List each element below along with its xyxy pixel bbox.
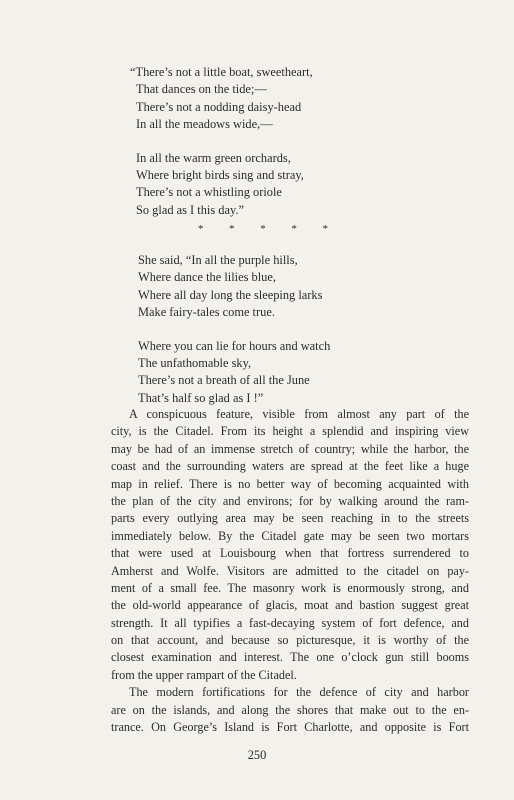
section-separator: [198, 223, 328, 235]
prose-line: coast and the surrounding waters are spread at the feet like a huge: [111, 459, 469, 474]
poem-line: There’s not a nodding daisy-head: [136, 99, 302, 114]
poem-line: There’s not a whistling oriole: [136, 185, 282, 200]
prose-line: city, is the Citadel. From its height a splendid and inspiring view: [111, 424, 469, 439]
prose-line: ment of a small fee. The masonry work is enormously strong, and: [111, 580, 469, 595]
poem-line: She said, “In all the purple hills,: [138, 253, 298, 267]
separator-asterisk: *: [198, 223, 204, 235]
prose-line: parts every outlying area may be seen reaching in to the streets: [111, 511, 469, 526]
prose-line: are on the islands, and along the shores that make out to the en-: [111, 702, 469, 717]
poem-line: Make fairy-tales come true.: [138, 305, 275, 320]
separator-asterisk: *: [229, 223, 235, 235]
poem-line: So glad as I this day.”: [136, 202, 244, 217]
poem-line: Where bright birds sing and stray,: [136, 168, 304, 183]
prose-line: that were used at Louisbourg when that fortress surrendered to: [111, 546, 469, 561]
prose-line: closest examination and interest. The one o’clock gun still booms: [111, 650, 469, 665]
poem-line: That dances on the tide;—: [136, 82, 267, 97]
prose-line: may be had of an immense stretch of country; while the harbor, the: [111, 441, 469, 456]
prose-line: strength. It all typifies a fast-decaying system of fort defence, and: [111, 615, 469, 630]
prose-line: Amherst and Wolfe. Visitors are admitted to the citadel on pay-: [111, 563, 469, 578]
poem-line: Where you can lie for hours and watch: [138, 338, 331, 353]
prose-line: immediately below. By the Citadel gate may be seen two mortars: [111, 528, 469, 543]
prose-line: A conspicuous feature, visible from almost any part of the: [129, 407, 469, 421]
page-number: 250: [247, 748, 267, 762]
prose-line: map in relief. There is no better way of becoming acquainted with: [111, 476, 469, 491]
prose-line: from the upper rampart of the Citadel.: [111, 667, 297, 682]
prose-line: the old-world appearance of glacis, moat and bastion suggest great: [111, 598, 469, 613]
poem-line: Where dance the lilies blue,: [138, 270, 276, 285]
poem-line: Where all day long the sleeping larks: [138, 287, 323, 302]
poem-part-2: [138, 252, 438, 423]
prose-line: The modern fortifications for the defence of city and harbor: [129, 685, 469, 700]
poem-line: “There’s not a little boat, sweetheart,: [130, 65, 313, 79]
separator-asterisk: *: [260, 223, 266, 235]
poem-part-1: [130, 64, 430, 235]
prose-line: on that account, and because so picturesque, it is worthy of the: [111, 633, 469, 648]
poem-line: That’s half so glad as I !”: [138, 390, 264, 405]
prose-body: [111, 406, 469, 736]
poem-stanza-3: [138, 252, 438, 322]
poem-stanza-4: [138, 338, 438, 408]
poem-stanza-2: [130, 150, 430, 220]
poem-line: In all the warm green orchards,: [136, 150, 291, 165]
poem-line: The unfathomable sky,: [138, 356, 252, 371]
prose-line: trance. On George’s Island is Fort Charlotte, and opposite is Fort: [111, 720, 469, 735]
separator-asterisk: *: [322, 223, 328, 235]
poem-line: In all the meadows wide,—: [136, 117, 273, 132]
poem-stanza-1: [130, 64, 430, 134]
separator-asterisk: *: [291, 223, 297, 235]
poem-line: There’s not a breath of all the June: [138, 373, 310, 388]
prose-line: the plan of the city and environs; for by walking around the ram-: [111, 493, 469, 508]
